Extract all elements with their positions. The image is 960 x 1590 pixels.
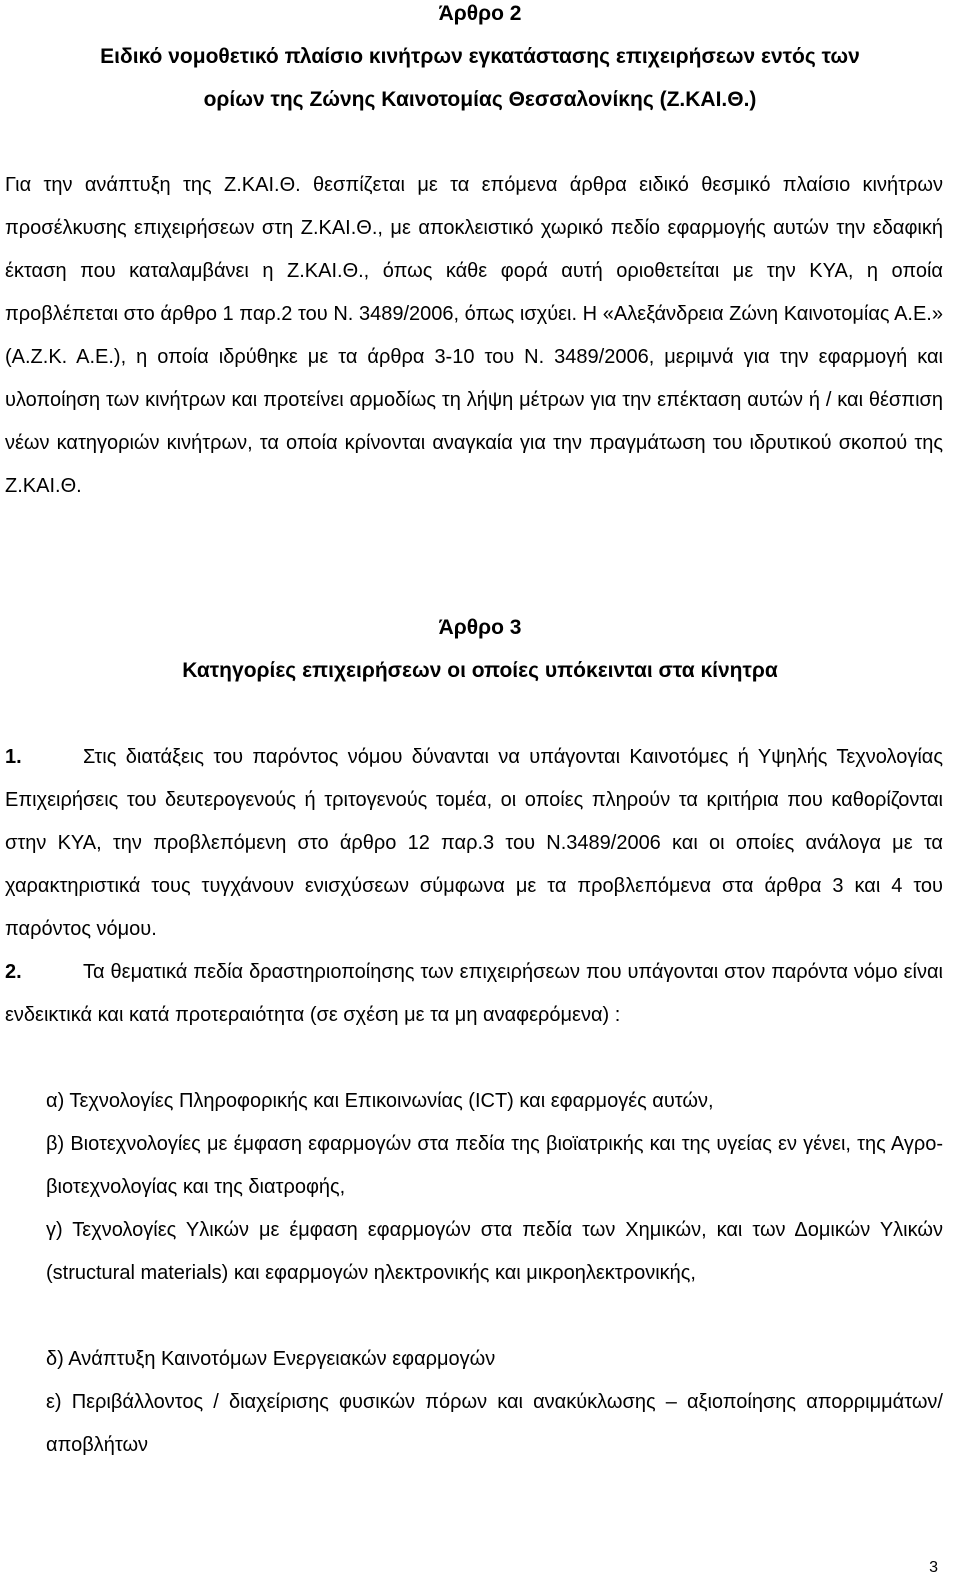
list-item-c: γ) Τεχνολογίες Υλικών με έμφαση εφαρμογών στα πεδία των Χημικών, και των Δομικών Υλικών (structural materials) και εφαρμογών ηλεκτρονικής και μικροηλεκτρονικής, (46, 1219, 943, 1284)
paragraph-2-number: 2. (5, 961, 22, 983)
article-2-subtitle-line-1: Ειδικό νομοθετικό πλαίσιο κινήτρων εγκατάστασης επιχειρήσεων εντός των (100, 45, 860, 68)
list-item-d: δ) Ανάπτυξη Καινοτόμων Ενεργειακών εφαρμογών (46, 1348, 496, 1370)
list-item-a: α) Τεχνολογίες Πληροφορικής και Επικοινωνίας (ICT) και εφαρμογές αυτών, (46, 1090, 714, 1112)
paragraph-2-text: Τα θεματικά πεδία δραστηριοποίησης των επιχειρήσεων που υπάγονται στον παρόντα νόμο είναι ενδεικτικά και κατά προτεραιότητα (σε σχέση με τα μη αναφερόμενα) : (5, 961, 943, 1026)
article-3-paragraph-2 (5, 951, 943, 1037)
paragraph-1-number: 1. (5, 746, 22, 768)
article-3-title: Άρθρο 3 (438, 616, 522, 639)
page-number: 3 (929, 1559, 938, 1576)
article-3-paragraph-1 (5, 736, 943, 951)
article-2-body: Για την ανάπτυξη της Ζ.ΚΑΙ.Θ. θεσπίζεται με τα επόμενα άρθρα ειδικό θεσμικό πλαίσιο κινήτρων προσέλκυσης επιχειρήσεων στη Ζ.ΚΑΙ.Θ., με αποκλειστικό χωρικό πεδίο εφαρμογής αυτών την εδαφική έκταση που καταλαμβάνει η Ζ.ΚΑΙ.Θ., όπως κάθε φορά αυτή οριοθετείται με την ΚΥΑ, η οποία προβλέπεται στο άρθρο 1 παρ.2 του Ν. 3489/2006, όπως ισχύει. Η «Αλεξάνδρεια Ζώνη Καινοτομίας Α.Ε.» (Α.Ζ.Κ. Α.Ε.), η οποία ιδρύθηκε με τα άρθρα 3-10 του Ν. 3489/2006, μεριμνά για την εφαρμογή και υλοποίηση των κινήτρων και προτείνει αρμοδίως τη λήψη μέτρων για την επέκταση αυτών ή / και θέσπιση νέων κατηγοριών κινήτρων, τα οποία κρίνονται αναγκαία για την πραγμάτωση του ιδρυτικού σκοπού της Ζ.ΚΑΙ.Θ. (5, 174, 943, 497)
list-item-e: ε) Περιβάλλοντος / διαχείρισης φυσικών πόρων και ανακύκλωσης – αξιοποίησης απορριμμάτων/ αποβλήτων (46, 1391, 943, 1456)
paragraph-1-text: Στις διατάξεις του παρόντος νόμου δύνανται να υπάγονται Καινοτόμες ή Υψηλής Τεχνολογίας Επιχειρήσεις του δευτερογενούς ή τριτογενούς τομέα, οι οποίες πληρούν τα κριτήρια που καθορίζονται στην ΚΥΑ, την προβλεπόμενη στο άρθρο 12 παρ.3 του Ν.3489/2006 και οι οποίες ανάλογα με τα χαρακτηριστικά τους τυγχάνουν ενισχύσεων σύμφωνα με τα προβλεπόμενα στα άρθρα 3 και 4 του παρόντος νόμου. (5, 746, 943, 940)
article-2-subtitle-line-2: ορίων της Ζώνης Καινοτομίας Θεσσαλονίκης (Ζ.ΚΑΙ.Θ.) (203, 88, 757, 111)
article-2-title: Άρθρο 2 (438, 2, 522, 25)
list-item-b: β) Βιοτεχνολογίες με έμφαση εφαρμογών στα πεδία της βιοϊατρικής και της υγείας εν γένει, της Αγρο-βιοτεχνολογίας και της διατροφής, (46, 1133, 943, 1198)
article-3-subtitle: Κατηγορίες επιχειρήσεων οι οποίες υπόκεινται στα κίνητρα (182, 659, 778, 682)
